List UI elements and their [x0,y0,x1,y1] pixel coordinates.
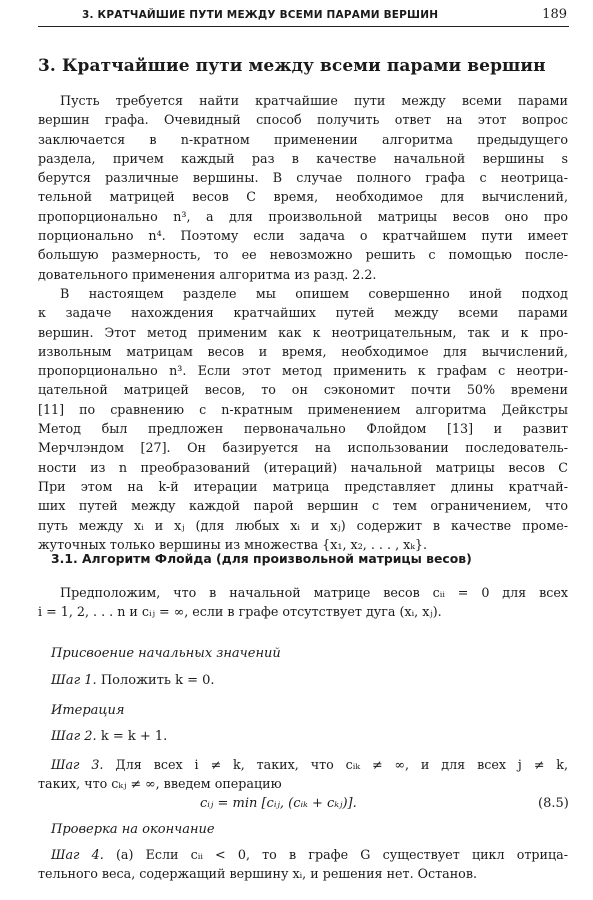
text-line: i = 1, 2, . . . n и cᵢⱼ = ∞, если в графе отсутствует дуга (xᵢ, xⱼ). [38,604,442,620]
text-line: цательной матрицей весов, то он сэкономит почти 50% времени [38,382,568,398]
text-line: порционально n⁴. Поэтому если задача о кратчайшем пути имеет [38,228,568,244]
text-line: жуточных только вершины из множества {x₁, x₂, . . . , xₖ}. [38,536,428,552]
text-line: довательного применения алгоритма из разд. 2.2. [38,266,377,282]
text-line: берутся различные вершины. В случае полного графа с неотрица- [38,170,568,186]
text-line: заключается в n-кратном применении алгоритма предыдущего [38,131,568,147]
step-line: тельного веса, содержащий вершину xᵢ, и решения нет. Останов. [38,866,477,882]
step-text: k = k + 1. [100,729,168,744]
text-line: путь между xᵢ и xⱼ (для любых xᵢ и xⱼ) содержит в качестве проме- [38,517,568,533]
iteration-heading: Итерация [51,703,125,718]
page-number: 189 [542,7,567,22]
text-line: раздела, причем каждый раз в качестве начальной вершины s [38,150,568,166]
termination-heading: Проверка на окончание [51,822,215,837]
text-line: большую размерность, то ее невозможно решить с помощью после- [38,247,568,263]
step-label: Шаг 2. [51,729,97,744]
running-header [38,4,569,27]
step-label: Шаг 1. [51,673,97,688]
text-line: При этом на k-й итерации матрица представляет длины кратчай- [38,478,568,494]
equation-number: (8.5) [538,796,569,811]
step-text: Положить k = 0. [100,673,215,688]
text-line: извольным матрицам весов и время, необходимое для вычислений, [38,343,568,359]
paragraph-assumption [38,583,568,622]
section-title: 3. Кратчайшие пути между всеми парами вершин [38,56,546,76]
step-1 [51,673,215,688]
step-line: таких, что cₖⱼ ≠ ∞, введем операцию [38,776,282,792]
relaxation-formula: cᵢⱼ = min [cᵢⱼ, (cᵢₖ + cₖⱼ)]. [200,796,357,811]
running-title: 3. КРАТЧАЙШИЕ ПУТИ МЕЖДУ ВСЕМИ ПАРАМИ ВЕРШИН [82,9,439,21]
text-line: Метод был предложен первоначально Флойдом [13] и развит [38,421,568,437]
subsection-title: 3.1. Алгоритм Флойда (для произвольной матрицы весов) [51,551,472,566]
step-label: Шаг 4. [51,847,104,862]
text-line: к задаче нахождения кратчайших путей между всеми парами [38,305,568,321]
text-line: вершин графа. Очевидный способ получить ответ на этот вопрос [38,112,568,128]
step-4 [38,845,568,884]
step-line [38,755,568,774]
text-line: Предположим, что в начальной матрице весов cᵢᵢ = 0 для всех [60,585,568,600]
text-line: вершин. Этот метод применим как к неотрицательным, так и к про- [38,324,568,340]
step-3 [38,755,568,794]
text-line: ности из n преобразований (итераций) начальной матрицы весов C [38,459,568,475]
text-line: [11] по сравнению с n-кратным применением алгоритма Дейкстры [38,401,568,417]
text-line: Пусть требуется найти кратчайшие пути между всеми парами [60,93,568,108]
paragraph-method [38,284,568,554]
text-line: Мерчлэндом [27]. Он базируется на использовании последователь- [38,440,568,456]
text-line: пропорционально n³. Если этот метод применить к графам с неотри- [38,363,568,379]
step-text: Для всех i ≠ k, таких, что cᵢₖ ≠ ∞, и для всех j ≠ k, [115,757,569,772]
step-label: Шаг 3. [51,757,104,772]
step-line [38,845,568,864]
text-line: пропорционально n³, а для произвольной матрицы весов оно про [38,208,568,224]
paragraph-intro [38,91,568,284]
step-2 [51,729,167,744]
text-line: В настоящем разделе мы опишем совершенно иной подход [60,286,568,301]
text-line: тельной матрицей весов C время, необходимое для вычислений, [38,189,568,205]
init-heading: Присвоение начальных значений [51,646,281,661]
text-line: ших путей между каждой парой вершин с тем ограничением, что [38,498,568,514]
step-text: (а) Если cᵢᵢ < 0, то в графе G существует цикл отрица- [115,847,568,862]
